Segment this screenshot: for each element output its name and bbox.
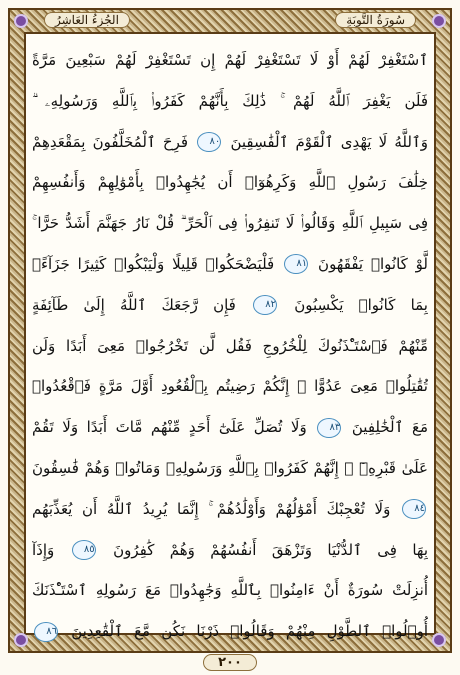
verse-line bbox=[32, 530, 428, 571]
verse-text: فَإِن رَّجَعَكَ ٱللَّهُ إِلَىٰ طَآئِفَةٍ bbox=[32, 295, 236, 314]
ayah-number-marker: ٨٢ bbox=[253, 295, 277, 315]
verse-text: عَلَىٰ قَبْرِهِۦٓ ۖ إِنَّهُمْ كَفَرُوا۟ بِٱللَّهِ وَرَسُولِهِۦ وَمَاتُوا۟ وَهُمْ فَٰسِقُونَ bbox=[32, 458, 428, 477]
verse-text: أُنزِلَتْ سُورَةٌ أَنْ ءَامِنُوا۟ بِٱللَّهِ وَجَٰهِدُوا۟ مَعَ رَسُولِهِ ٱسْتَـْٔذَنَكَ bbox=[32, 581, 428, 600]
verse-line bbox=[32, 162, 428, 203]
verse-text: وَإِذَآ bbox=[32, 540, 55, 559]
page-header bbox=[24, 10, 436, 30]
verse-text: وَلَا تُصَلِّ عَلَىٰٓ أَحَدٍ مِّنْهُم مَّاتَ أَبَدًا وَلَا تَقُمْ bbox=[32, 418, 307, 437]
verse-line bbox=[32, 40, 428, 81]
verse-line bbox=[32, 203, 428, 244]
verse-text: فِى سَبِيلِ ٱللَّهِ وَقَالُوا۟ لَا تَنفِرُوا۟ فِى ٱلْحَرِّ ۗ قُلْ نَارُ جَهَنَّمَ أَشَدُّ حَرًّا ۚ bbox=[32, 214, 428, 233]
verse-line bbox=[32, 489, 428, 530]
verse-text: ٱسْتَغْفِرْ لَهُمْ أَوْ لَا تَسْتَغْفِرْ لَهُمْ إِن تَسْتَغْفِرْ لَهُمْ سَبْعِينَ مَرَّةً bbox=[32, 51, 428, 69]
verse-text: تُقَٰتِلُوا۟ مَعِىَ عَدُوًّا ۖ إِنَّكُمْ رَضِيتُم بِٱلْقُعُودِ أَوَّلَ مَرَّةٍ فَٱقْعُدُوا۟ bbox=[32, 377, 428, 396]
quran-text-block bbox=[26, 34, 434, 641]
page-number: ٢٠٠ bbox=[203, 654, 257, 671]
ayah-number-marker: ٨٤ bbox=[402, 499, 426, 519]
verse-line bbox=[32, 366, 428, 407]
verse-text: فَلَن يَغْفِرَ ٱللَّهُ لَهُمْ ۚ ذَٰلِكَ بِأَنَّهُمْ كَفَرُوا۟ بِٱللَّهِ وَرَسُولِهِۦ ۗ bbox=[32, 91, 428, 110]
corner-rosette-icon bbox=[14, 633, 28, 647]
verse-text: وَٱللَّهُ لَا يَهْدِى ٱلْقَوْمَ ٱلْفَٰسِقِينَ bbox=[230, 132, 428, 151]
verse-text: مِّنْهُمْ فَٱسْتَـْٔذَنُوكَ لِلْخُرُوجِ فَقُل لَّن تَخْرُجُوا۟ مَعِىَ أَبَدًا وَلَن bbox=[32, 336, 428, 355]
verse-line bbox=[32, 407, 428, 448]
page-number-container bbox=[0, 651, 460, 671]
verse-text: خِلَٰفَ رَسُولِ ٱللَّهِ وَكَرِهُوٓا۟ أَن يُجَٰهِدُوا۟ بِأَمْوَٰلِهِمْ وَأَنفُسِهِمْ bbox=[32, 173, 428, 192]
verse-text: لَّوْ كَانُوا۟ يَفْقَهُونَ bbox=[318, 254, 428, 273]
verse-text: فَلْيَضْحَكُوا۟ قَلِيلًا وَلْيَبْكُوا۟ كَثِيرًا جَزَآءًۢ bbox=[32, 254, 275, 273]
surah-label: سُورَةُ التَّوبَةِ bbox=[335, 12, 416, 28]
verse-text: فَرِحَ ٱلْمُخَلَّفُونَ بِمَقْعَدِهِمْ bbox=[32, 132, 189, 151]
verse-line bbox=[32, 81, 428, 122]
verse-text: أُو۟لُوا۟ ٱلطَّوْلِ مِنْهُمْ وَقَالُوا۟ ذَرْنَا نَكُن مَّعَ ٱلْقَٰعِدِينَ bbox=[71, 622, 428, 641]
verse-text: وَلَا تُعْجِبْكَ أَمْوَٰلُهُمْ وَأَوْلَٰدُهُمْ ۚ إِنَّمَا يُرِيدُ ٱللَّهُ أَن يُعَذِّبَهُم bbox=[32, 499, 391, 518]
verse-line bbox=[32, 122, 428, 163]
juz-label: الجُزءُ العَاشِرُ bbox=[44, 12, 130, 28]
verse-text: بِمَا كَانُوا۟ يَكْسِبُونَ bbox=[294, 295, 428, 314]
verse-line bbox=[32, 285, 428, 326]
ayah-number-marker: ٨١ bbox=[284, 254, 308, 274]
verse-line bbox=[32, 244, 428, 285]
ayah-number-marker: ٨٠ bbox=[197, 132, 221, 152]
ayah-number-marker: ٨٣ bbox=[317, 418, 341, 438]
verse-line bbox=[32, 570, 428, 611]
ayah-number-marker: ٨٦ bbox=[34, 622, 58, 642]
verse-line bbox=[32, 448, 428, 489]
verse-line bbox=[32, 326, 428, 367]
verse-text: مَعَ ٱلْخَٰلِفِينَ bbox=[351, 418, 428, 437]
verse-text: بِهَا فِى ٱلدُّنْيَا وَتَزْهَقَ أَنفُسُهُمْ وَهُمْ كَٰفِرُونَ bbox=[113, 540, 428, 559]
corner-rosette-icon bbox=[432, 633, 446, 647]
verse-line bbox=[32, 611, 428, 652]
ayah-number-marker: ٨٥ bbox=[72, 540, 96, 560]
